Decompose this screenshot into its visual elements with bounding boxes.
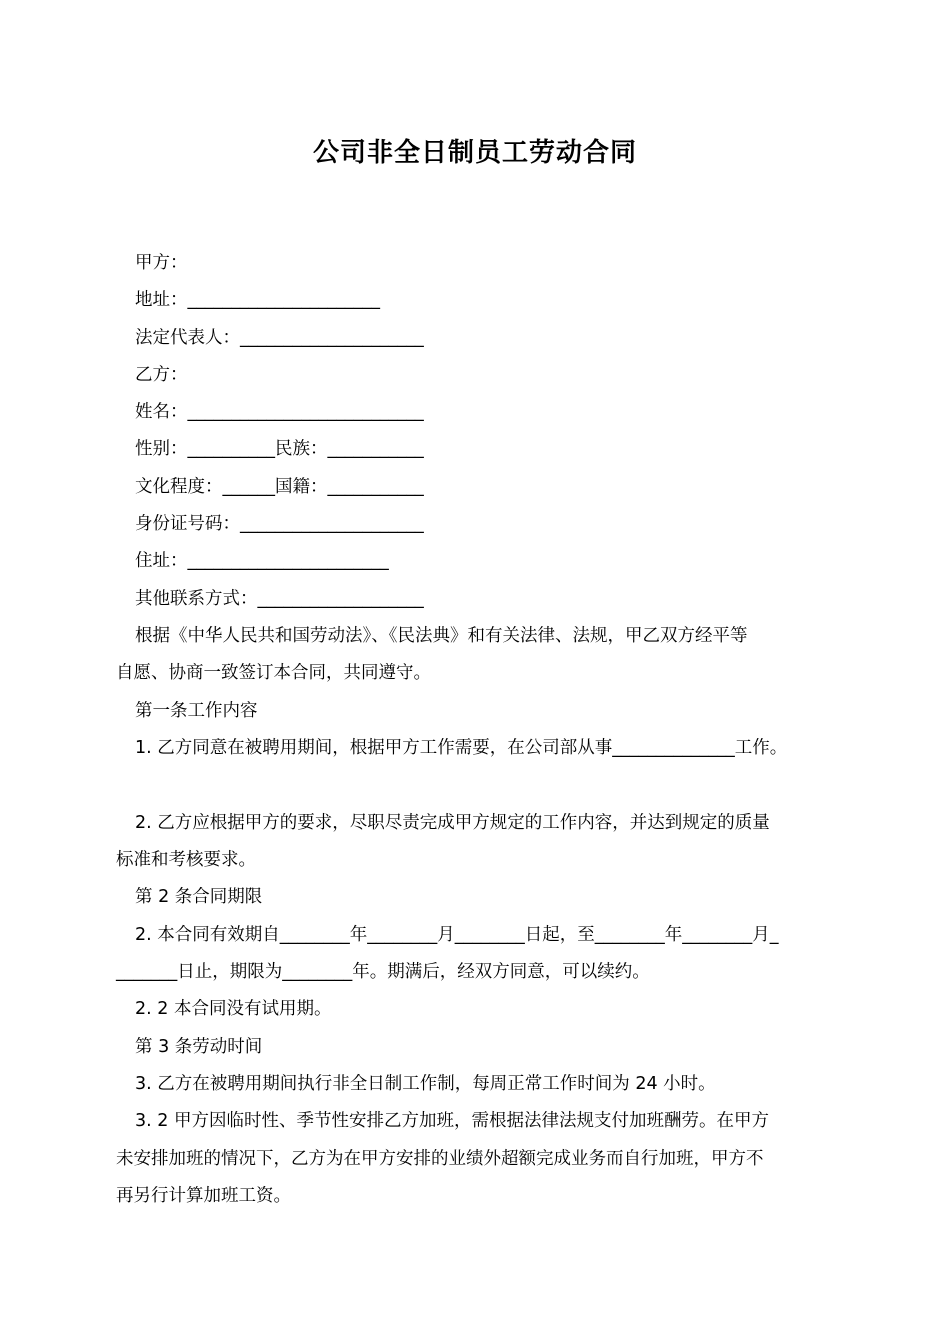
- gender-ethnicity-field: 性别：__________民族：___________: [135, 439, 424, 459]
- other-contact-field: 其他联系方式：___________________: [135, 589, 424, 609]
- preamble-line-2: 自愿、协商一致签订本合同，共同遵守。: [116, 663, 431, 683]
- preamble-line-1: 根据《中华人民共和国劳动法》、《民法典》和有关法律、法规，甲乙双方经平等: [135, 626, 748, 646]
- article-1-clause-2-line-1: 2. 乙方应根据甲方的要求，尽职尽责完成甲方规定的工作内容，并达到规定的质量: [135, 813, 770, 833]
- article-3-clause-1: 3. 乙方在被聘用期间执行非全日制工作制，每周正常工作时间为 24 小时。: [135, 1074, 716, 1094]
- article-2-clause-1-line-2: _______日止，期限为________年。期满后，经双方同意，可以续约。: [116, 962, 650, 982]
- party-a-label: 甲方：: [135, 253, 188, 273]
- article-1-heading: 第一条工作内容: [135, 701, 258, 721]
- article-3-clause-2-line-1: 3. 2 甲方因临时性、季节性安排乙方加班，需根据法律法规支付加班酬劳。在甲方: [135, 1111, 769, 1131]
- document-title: 公司非全日制员工劳动合同: [312, 138, 637, 168]
- article-1-clause-1: 1. 乙方同意在被聘用期间，根据甲方工作需要，在公司部从事______________工作。: [135, 738, 788, 758]
- article-2-heading: 第 2 条合同期限: [135, 887, 263, 907]
- address-field: 地址：______________________: [135, 290, 380, 310]
- legal-representative-field: 法定代表人：_____________________: [135, 328, 424, 348]
- education-nationality-field: 文化程度：______国籍：___________: [135, 477, 424, 497]
- article-3-clause-2-line-2: 未安排加班的情况下，乙方为在甲方安排的业绩外超额完成业务而自行加班，甲方不: [116, 1149, 764, 1169]
- article-2-clause-1-line-1: 2. 本合同有效期自________年________月________日起，至________年________月_: [135, 925, 779, 945]
- id-number-field: 身份证号码：_____________________: [135, 514, 424, 534]
- article-1-clause-2-line-2: 标准和考核要求。: [116, 850, 256, 870]
- name-field: 姓名：___________________________: [135, 402, 424, 422]
- residence-field: 住址：_______________________: [135, 551, 389, 571]
- article-3-clause-2-line-3: 再另行计算加班工资。: [116, 1186, 291, 1206]
- party-b-label: 乙方：: [135, 365, 188, 385]
- article-3-heading: 第 3 条劳动时间: [135, 1037, 263, 1057]
- article-2-clause-2: 2. 2 本合同没有试用期。: [135, 999, 332, 1019]
